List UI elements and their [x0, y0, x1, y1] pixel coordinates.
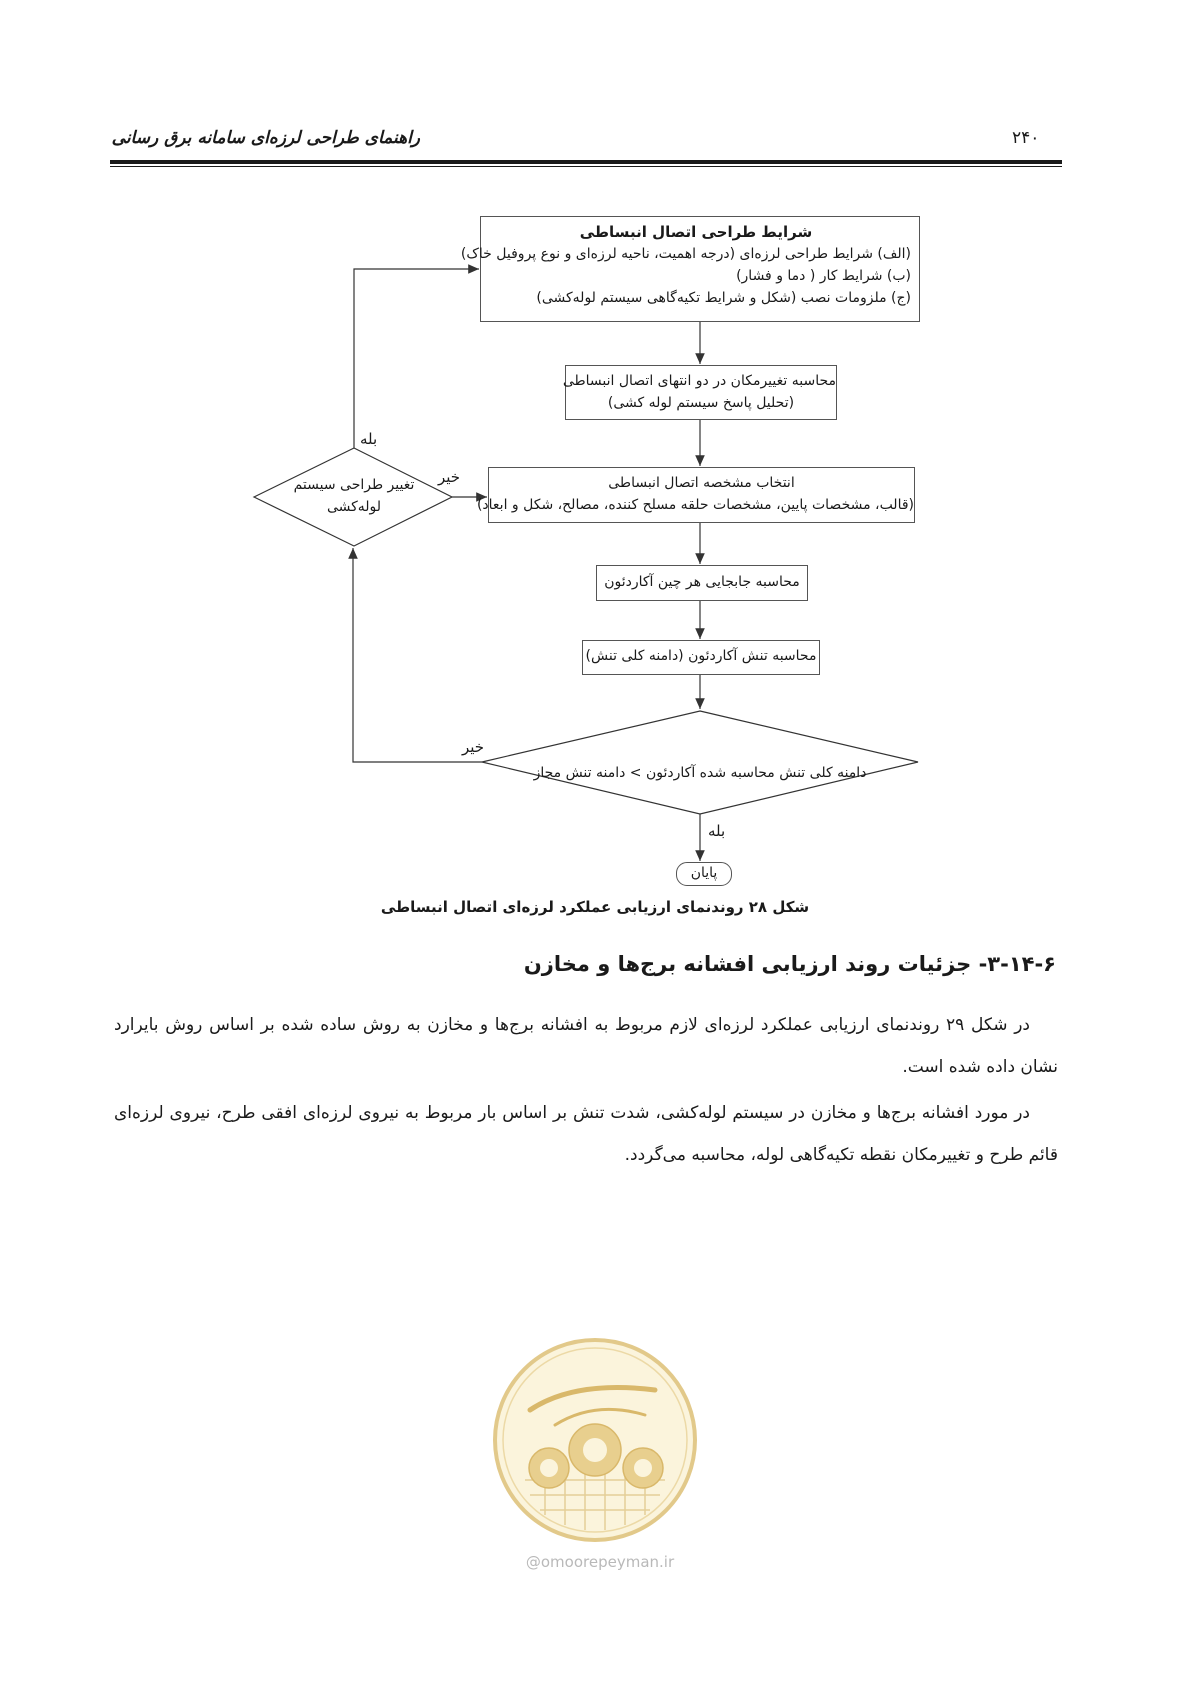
box1-line-c: (ج) ملزومات نصب (شکل و شرایط تکیه‌گاهی سیستم لوله‌کشی): [536, 290, 911, 306]
box-joint-selection: [476, 467, 915, 523]
paragraph-1: [114, 1004, 1058, 1088]
watermark-logo: [485, 1330, 705, 1550]
box-convolution-displacement: محاسبه جابجایی هر چین آکاردئون: [596, 565, 808, 601]
box1-line-a: (الف) شرایط طراحی لرزه‌ای (درجه اهمیت، ناحیه لرزه‌ای و نوع پروفیل خاک): [460, 246, 911, 262]
box3-line-2: (قالب، مشخصات پایین، مشخصات حلقه مسلح کننده، مصالح، شکل و ابعاد): [476, 497, 914, 513]
section-heading: ۳-۱۴-۶- جزئیات روند ارزیابی افشانه برج‌ها و مخازن: [523, 952, 1056, 976]
page-number: ۲۴۰: [1012, 128, 1040, 148]
end-terminal: پایان: [676, 862, 732, 886]
box2-line-1: محاسبه تغییرمکان در دو انتهای اتصال انبساطی: [562, 373, 836, 389]
box-displacement-calc: [562, 365, 837, 420]
paragraph-2-text: در مورد افشانه برج‌ها و مخازن در سیستم لوله‌کشی، شدت تنش بر اساس بار مربوط به نیروی لرزه‌ای افقی طرح، نیروی لرزه‌ای قائم طرح و تغییرمکان نقطه تکیه‌گاهی لوله، محاسبه می‌گردد.: [114, 1103, 1058, 1165]
box1-line-b: (ب) شرایط کار ( دما و فشار): [736, 268, 911, 284]
running-header-title: راهنمای طراحی لرزه‌ای سامانه برق رسانی: [111, 128, 420, 148]
paragraph-2: [114, 1092, 1058, 1176]
decision-bottom-text: دامنه کلی تنش محاسبه شده آکاردئون > دامنه تنش مجاز: [533, 765, 867, 781]
watermark-url: @omoorepeyman.ir: [525, 1553, 675, 1571]
box-design-conditions: [460, 216, 920, 322]
label-no-bottom: خیر: [462, 738, 485, 756]
arrow-yes-loop: [354, 269, 479, 448]
decision-left-text: [262, 474, 446, 518]
arrow-no-loop: [353, 548, 485, 762]
paragraph-1-text: در شکل ۲۹ روندنمای ارزیابی عملکرد لرزه‌ای لازم مربوط به افشانه برج‌ها و مخازن به روش ساده شده بر اساس روش بایرارد نشان داده شده است.: [114, 1015, 1058, 1077]
figure-caption: شکل ۲۸ روندنمای ارزیابی عملکرد لرزه‌ای اتصال انبساطی: [380, 898, 810, 916]
box1-title: شرایط طراحی اتصال انبساطی: [579, 223, 813, 241]
box2-line-2: (تحلیل پاسخ سیستم لوله کشی): [607, 395, 795, 411]
label-yes-top: بله: [360, 430, 378, 448]
box3-line-1: انتخاب مشخصه اتصال انبساطی: [608, 475, 795, 491]
label-no-left: خیر: [438, 468, 461, 486]
box-bellows-stress: محاسبه تنش آکاردئون (دامنه کلی تنش): [582, 640, 820, 675]
decision-left-line-1: تغییر طراحی سیستم: [293, 477, 415, 493]
decision-left-line-2: لوله‌کشی: [326, 499, 382, 515]
label-yes-bottom: بله: [708, 822, 726, 840]
